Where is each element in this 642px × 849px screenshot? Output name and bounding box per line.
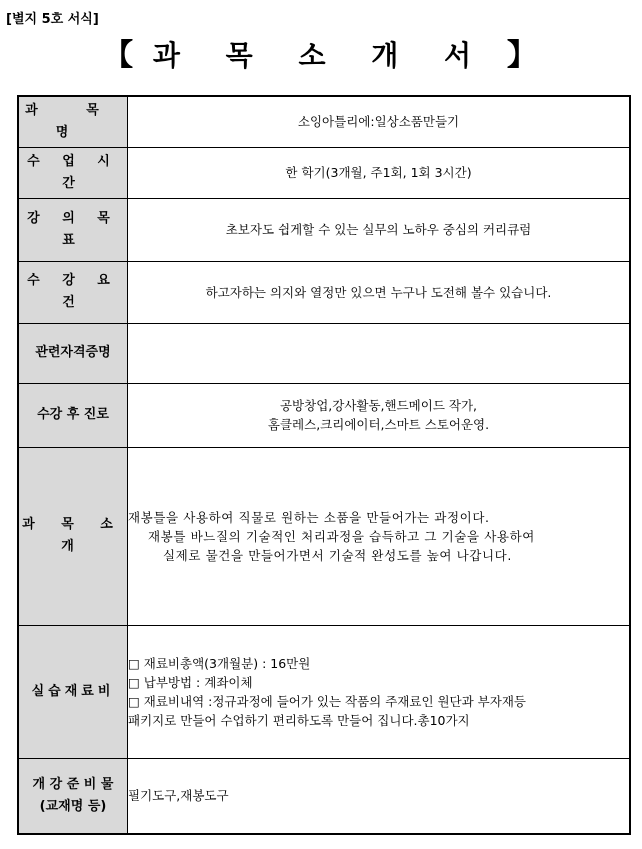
course-info-table xyxy=(17,95,631,835)
value-requirements: 하고자하는 의지와 열정만 있으면 누구나 도전해 볼수 있습니다. xyxy=(128,261,631,323)
materials-details: □ 재료비내역 :정규과정에 들어가 있는 작품의 주재료인 원단과 부자재등 xyxy=(128,693,526,709)
row-class-time xyxy=(18,147,630,198)
value-certificate xyxy=(128,323,631,383)
materials-payment: □ 납부방법 : 계좌이체 xyxy=(128,674,253,690)
value-career xyxy=(128,383,631,447)
value-materials xyxy=(128,625,631,758)
row-goal xyxy=(18,198,630,261)
label-prep xyxy=(18,758,128,834)
materials-total: □ 재료비총액(3개월분) : 16만원 xyxy=(128,655,311,671)
intro-line-3: 실제로 물건을 만들어가면서 기술적 완성도를 높여 나갑니다. xyxy=(163,547,512,563)
title-bracket-close: 】 xyxy=(506,38,539,73)
label-subject: 과 목 명 xyxy=(18,96,128,147)
value-intro xyxy=(128,447,631,625)
row-intro xyxy=(18,447,630,625)
row-certificate xyxy=(18,323,630,383)
value-prep: 필기도구,재봉도구 xyxy=(128,758,631,834)
label-requirements: 수 강 요 건 xyxy=(18,261,128,323)
label-career: 수강 후 진로 xyxy=(18,383,128,447)
title-text: 과 목 소 개 서 xyxy=(152,39,490,72)
value-class-time: 한 학기(3개월, 주1회, 1회 3시간) xyxy=(128,147,631,198)
row-career xyxy=(18,383,630,447)
row-subject xyxy=(18,96,630,147)
label-goal: 강 의 목 표 xyxy=(18,198,128,261)
document-title xyxy=(0,30,642,74)
row-materials xyxy=(18,625,630,758)
value-subject: 소잉아틀리에:일상소품만들기 xyxy=(128,96,631,147)
label-prep-line-1: 개 강 준 비 물 xyxy=(32,776,114,792)
title-bracket-open: 【 xyxy=(103,38,136,73)
label-certificate: 관련자격증명 xyxy=(18,323,128,383)
materials-details-cont: 패키지로 만들어 수업하기 편리하도록 만들어 집니다.총10가지 xyxy=(128,712,470,728)
label-prep-line-2: (교재명 등) xyxy=(39,798,107,814)
label-intro: 과 목 소 개 xyxy=(18,447,128,625)
label-materials: 실습재료비 xyxy=(18,625,128,758)
intro-line-1: 재봉틀을 사용하여 직물로 원하는 소품을 만들어가는 과정이다. xyxy=(128,509,490,525)
form-number-label: [별지 5호 서식] xyxy=(6,12,99,27)
row-prep xyxy=(18,758,630,834)
row-requirements xyxy=(18,261,630,323)
career-line-1: 공방창업,강사활동,핸드메이드 작가, xyxy=(279,398,478,413)
value-goal: 초보자도 쉽게할 수 있는 실무의 노하우 중심의 커리큐럼 xyxy=(128,198,631,261)
label-class-time: 수 업 시 간 xyxy=(18,147,128,198)
intro-line-2: 재봉틀 바느질의 기술적인 처리과정을 습득하고 그 기술을 사용하여 xyxy=(148,528,535,544)
career-line-2: 홈클레스,크리에이터,스마트 스토어운영. xyxy=(267,417,490,432)
